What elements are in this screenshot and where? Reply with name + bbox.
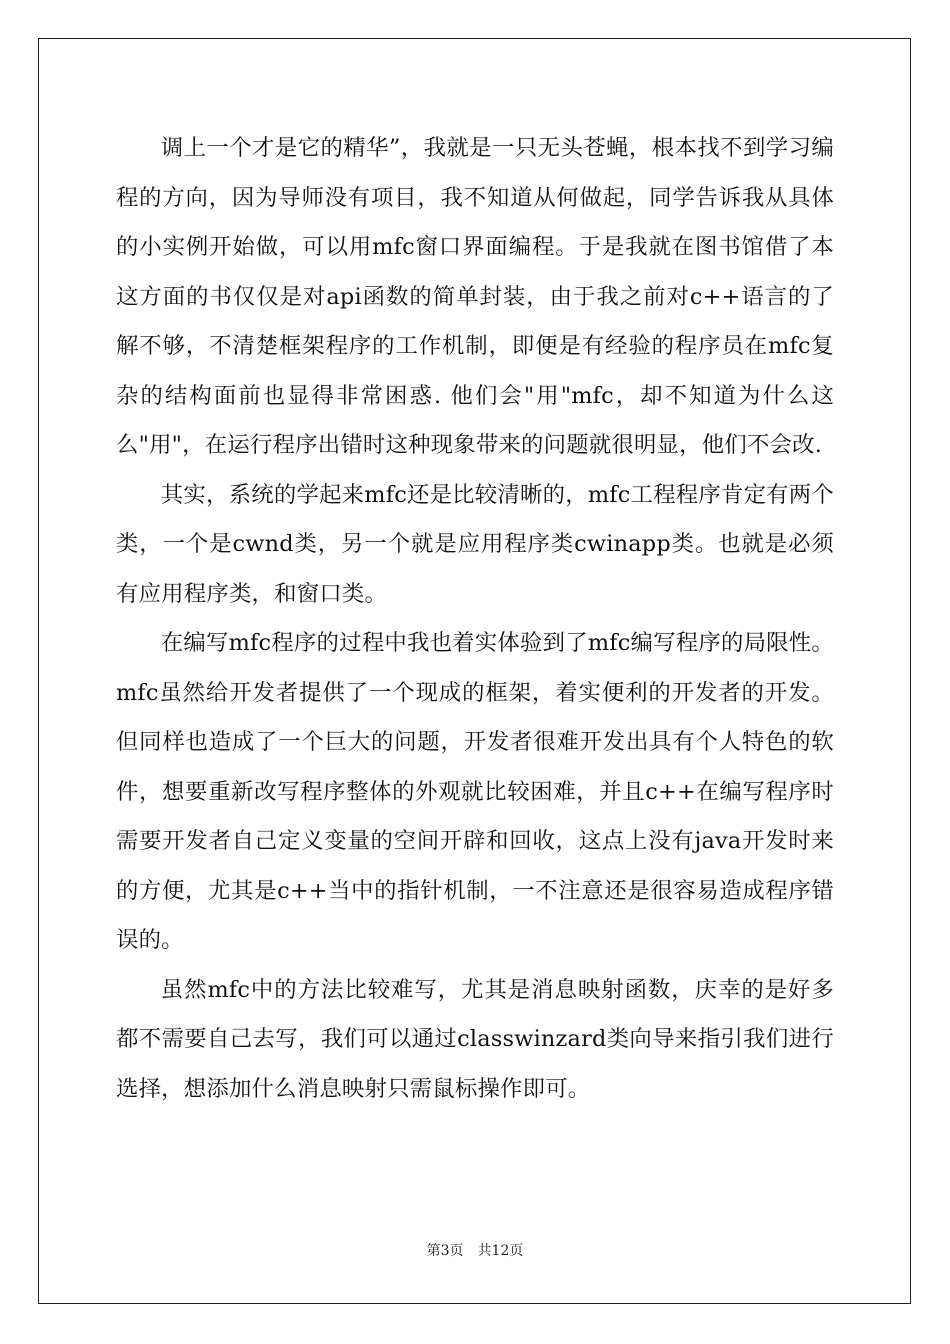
paragraph-1: 调上一个才是它的精华”，我就是一只无头苍蝇，根本找不到学习编程的方向，因为导师没有项目，我不知道从何做起，同学告诉我从具体的小实例开始做，可以用mfc窗口界面编程。于是我就在图书馆借了本这方面的书仅仅是对api函数的简单封装，由于我之前对c++语言的了解不够，不清楚框架程序的工作机制，即便是有经验的程序员在mfc复杂的结构面前也显得非常困惑. 他们会"用"mfc，却不知道为什么这么"用"，在运行程序出错时这种现象带来的问题就很明显，他们不会改. [116,135,834,458]
page-number-total: 共12页 [477,1243,524,1259]
paragraph-4: 虽然mfc中的方法比较难写，尤其是消息映射函数，庆幸的是好多都不需要自己去写，我们可以通过classwinzard类向导来指引我们进行选择，想添加什么消息映射只需鼠标操作即可。 [116,976,834,1102]
document-body [116,124,834,1114]
page-footer [0,1240,950,1260]
page-number-current: 第3页 [426,1243,464,1259]
paragraph-3: 在编写mfc程序的过程中我也着实体验到了mfc编写程序的局限性。mfc虽然给开发者提供了一个现成的框架，着实便利的开发者的开发。但同样也造成了一个巨大的问题，开发者很难开发出具有个人特色的软件，想要重新改写程序整体的外观就比较困难，并且c++在编写程序时需要开发者自己定义变量的空间开辟和回收，这点上没有java开发时来的方便，尤其是c++当中的指针机制，一不注意还是很容易造成程序错误的。 [116,630,834,953]
paragraph-2: 其实，系统的学起来mfc还是比较清晰的，mfc工程程序肯定有两个类，一个是cwnd类，另一个就是应用程序类cwinapp类。也就是必须有应用程序类，和窗口类。 [116,481,834,607]
